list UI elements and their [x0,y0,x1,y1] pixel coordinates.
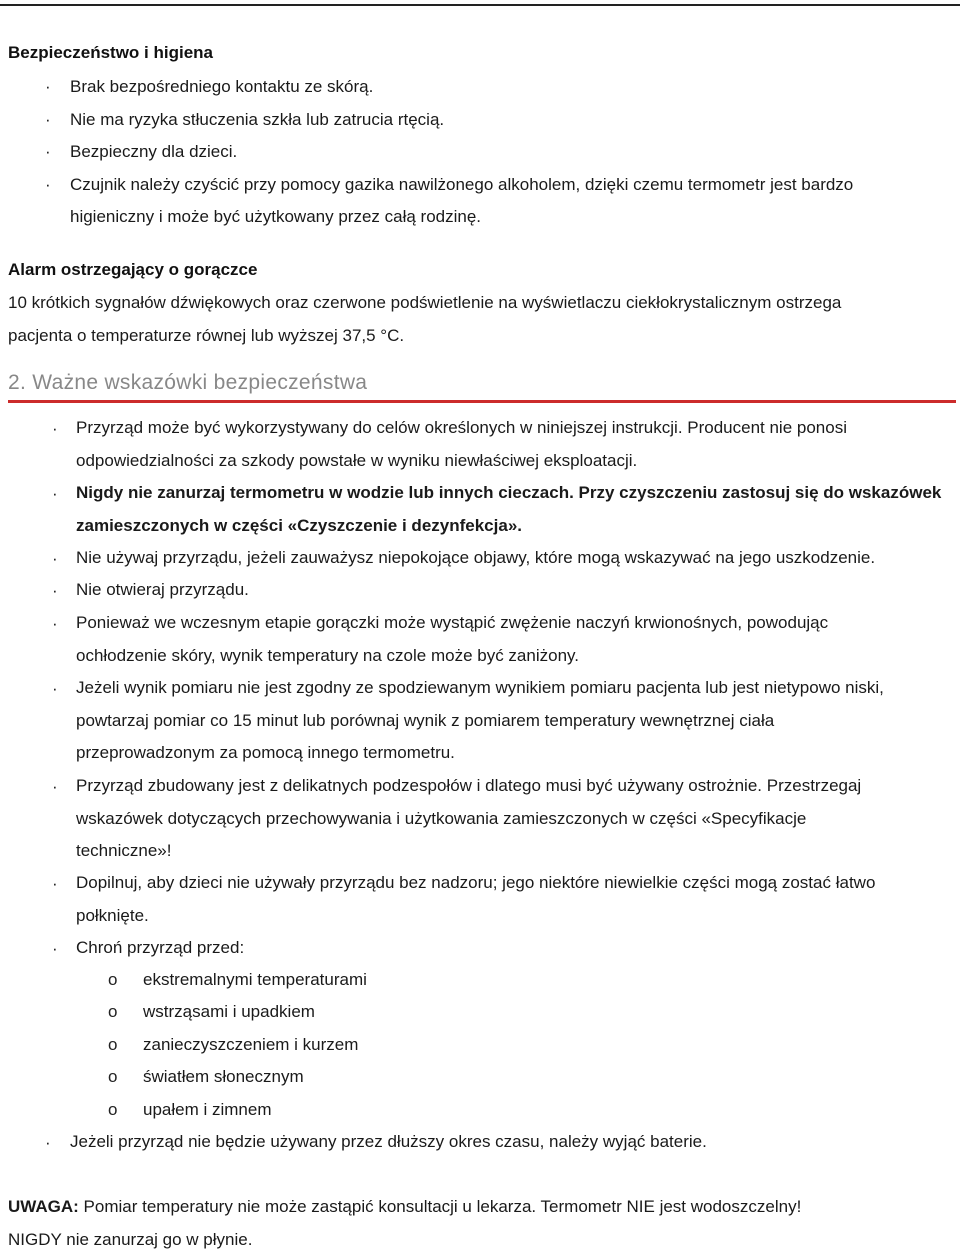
sub-bullet-icon: o [108,1035,118,1054]
protection-subitem: ekstremalnymi temperaturami [143,970,367,989]
bullet-icon: · [52,419,58,438]
bullet-icon: · [52,939,58,958]
bullet-icon: · [45,142,51,161]
safety-item-line: Dopilnuj, aby dzieci nie używały przyrządu bez nadzoru; jego niektóre niewielkie części mogą zostać łatwo [76,873,876,892]
bullet-icon: · [52,614,58,633]
safety-item-line: połknięte. [76,905,149,925]
warning-text: Pomiar temperatury nie może zastąpić konsultacji u lekarza. Termometr NIE jest wodoszczelny! [78,1197,802,1216]
safety-item [76,542,875,575]
hygiene-item: Czujnik należy czyścić przy pomocy gazika nawilżonego alkoholem, dzięki czemu termometr jest bardzo [70,175,854,194]
warning-line: NIGDY nie zanurzaj go w płynie. [8,1230,253,1249]
safety-item [76,932,244,965]
bullet-icon: · [52,581,58,600]
hygiene-item-continued: higieniczny i może być użytkowany przez całą rodzinę. [70,207,482,226]
bullet-icon: · [52,679,58,698]
bullet-icon: · [52,484,58,503]
safety-item-line: techniczne»! [76,841,172,860]
alarm-text-line: pacjenta o temperaturze równej lub wyższej 37,5 °C. [8,326,405,345]
safety-item [76,574,249,607]
bullet-icon: · [52,549,58,568]
safety-item [76,412,847,477]
safety-item [76,607,828,672]
sub-bullet-icon: o [108,970,118,989]
bullet-icon: · [45,175,51,194]
bullet-icon: · [45,77,51,96]
protection-subitem: światłem słonecznym [143,1067,304,1086]
safety-item-line: przeprowadzonym za pomocą innego termometru. [76,743,455,762]
safety-item-line: Jeżeli wynik pomiaru nie jest zgodny ze spodziewanym wynikiem pomiaru pacjenta lub jest nietypowo niski, [76,678,884,697]
safety-item-line: Ponieważ we wczesnym etapie gorączki może wystąpić zwężenie naczyń krwionośnych, powodując [76,613,829,632]
warning-note [8,1191,801,1224]
safety-item-line: Nie używaj przyrządu, jeżeli zauważysz niepokojące objawy, które mogą wskazywać na jego uszkodzenie. [76,548,876,567]
sub-bullet-icon: o [108,1100,118,1119]
bullet-icon: · [45,1133,51,1152]
hygiene-item: Bezpieczny dla dzieci. [70,142,238,161]
safety-item-line: Przyrząd może być wykorzystywany do celów określonych w niniejszej instrukcji. Producent nie ponosi [76,418,847,437]
section-divider [8,400,956,403]
safety-item-line: zamieszczonych w części «Czyszczenie i dezynfekcja». [76,515,522,535]
safety-item [76,770,861,868]
alarm-heading: Alarm ostrzegający o gorączce [8,260,258,279]
safety-item [76,672,884,770]
hygiene-item: Brak bezpośredniego kontaktu ze skórą. [70,77,374,96]
sub-bullet-icon: o [108,1002,118,1021]
sub-bullet-icon: o [108,1067,118,1086]
safety-item-line: Chroń przyrząd przed: [76,938,245,957]
alarm-text-line: 10 krótkich sygnałów dźwiękowych oraz czerwone podświetlenie na wyświetlaczu ciekłokrystalicznym ostrzega [8,293,842,312]
hygiene-item: Nie ma ryzyka stłuczenia szkła lub zatrucia rtęcią. [70,110,445,129]
bullet-icon: · [52,777,58,796]
safety-item-line: Nie otwieraj przyrządu. [76,580,249,599]
hygiene-heading: Bezpieczeństwo i higiena [8,43,213,62]
safety-item-last: Jeżeli przyrząd nie będzie używany przez dłuższy okres czasu, należy wyjąć baterie. [70,1132,707,1151]
safety-item [76,477,941,542]
safety-item-line: Nigdy nie zanurzaj termometru w wodzie lub innych cieczach. Przy czyszczeniu zastosuj się do wskazówek [76,483,942,502]
safety-item [76,867,875,932]
section-title: 2. Ważne wskazówki bezpieczeństwa [8,371,368,394]
safety-item-line: odpowiedzialności za szkody powstałe w wyniku niewłaściwej eksploatacji. [76,450,638,470]
safety-item-line: Przyrząd zbudowany jest z delikatnych podzespołów i dlatego musi być używany ostrożnie. Przestrzegaj [76,776,862,795]
warning-label: UWAGA: [8,1197,79,1216]
safety-item-line: wskazówek dotyczących przechowywania i użytkowania zamieszczonych w części «Specyfikacje [76,808,807,828]
bullet-icon: · [45,110,51,129]
protection-subitem: wstrząsami i upadkiem [143,1002,315,1021]
safety-item-line: ochłodzenie skóry, wynik temperatury na czole może być zaniżony. [76,645,579,665]
protection-subitem: zanieczyszczeniem i kurzem [143,1035,359,1054]
protection-subitem: upałem i zimnem [143,1100,272,1119]
top-rule [0,4,960,6]
safety-item-line: powtarzaj pomiar co 15 minut lub porównaj wynik z pomiarem temperatury wewnętrznej ciała [76,710,775,730]
bullet-icon: · [52,874,58,893]
